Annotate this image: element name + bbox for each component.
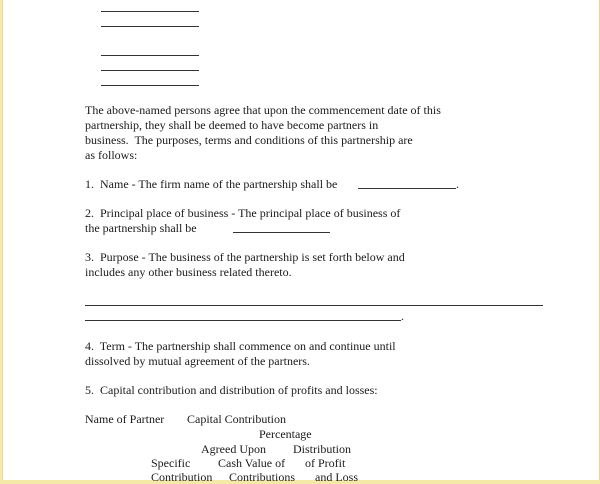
clause-1-period: . <box>456 177 459 191</box>
col-specific: Specific <box>151 456 191 470</box>
col-capital-contribution: Capital Contribution <box>187 412 286 426</box>
intro-line-2: partnership, they shall be deemed to have become partners in <box>85 118 379 132</box>
intro-line-1: The above-named persons agree that upon the commencement date of this <box>85 103 441 117</box>
col-contributions: Contributions <box>229 470 296 484</box>
intro-line-4: as follows: <box>85 148 138 162</box>
clause-4-line-1: 4. Term - The partnership shall commence on and continue until <box>85 339 396 353</box>
signature-blank-5 <box>101 85 199 86</box>
signature-blank-2 <box>101 26 199 27</box>
col-distribution: Distribution <box>293 442 352 456</box>
col-name-of-partner: Name of Partner <box>85 412 165 426</box>
intro-line-3: business. The purposes, terms and conditions of this partnership are <box>85 133 413 147</box>
clause-5-line-1: 5. Capital contribution and distribution of profits and losses: <box>85 383 378 397</box>
col-of-profit: of Profit <box>305 456 346 470</box>
clause-1-text: 1. Name - The firm name of the partnership shall be <box>85 177 341 191</box>
clause-4-line-2: dissolved by mutual agreement of the partners. <box>85 354 310 368</box>
col-agreed-upon: Agreed Upon <box>201 442 266 456</box>
document-page <box>2 0 600 484</box>
firm-name-blank <box>358 188 456 189</box>
signature-blank-3 <box>101 55 199 56</box>
col-contribution: Contribution <box>151 470 213 484</box>
col-percentage: Percentage <box>259 427 312 441</box>
clause-2-line-2: the partnership shall be <box>85 221 200 235</box>
signature-blank-4 <box>101 70 199 71</box>
purpose-blank-line-2 <box>85 320 401 321</box>
clause-3-line-2: includes any other business related thereto. <box>85 265 292 279</box>
place-of-business-blank <box>233 232 330 233</box>
col-cash-value-of: Cash Value of <box>218 456 286 470</box>
clause-3-line-1: 3. Purpose - The business of the partnership is set forth below and <box>85 250 405 264</box>
purpose-period: . <box>401 309 404 323</box>
signature-blank-1 <box>101 11 199 12</box>
clause-2-line-1: 2. Principal place of business - The principal place of business of <box>85 206 401 220</box>
col-and-loss: and Loss <box>315 470 358 484</box>
purpose-blank-line-1 <box>85 305 543 306</box>
